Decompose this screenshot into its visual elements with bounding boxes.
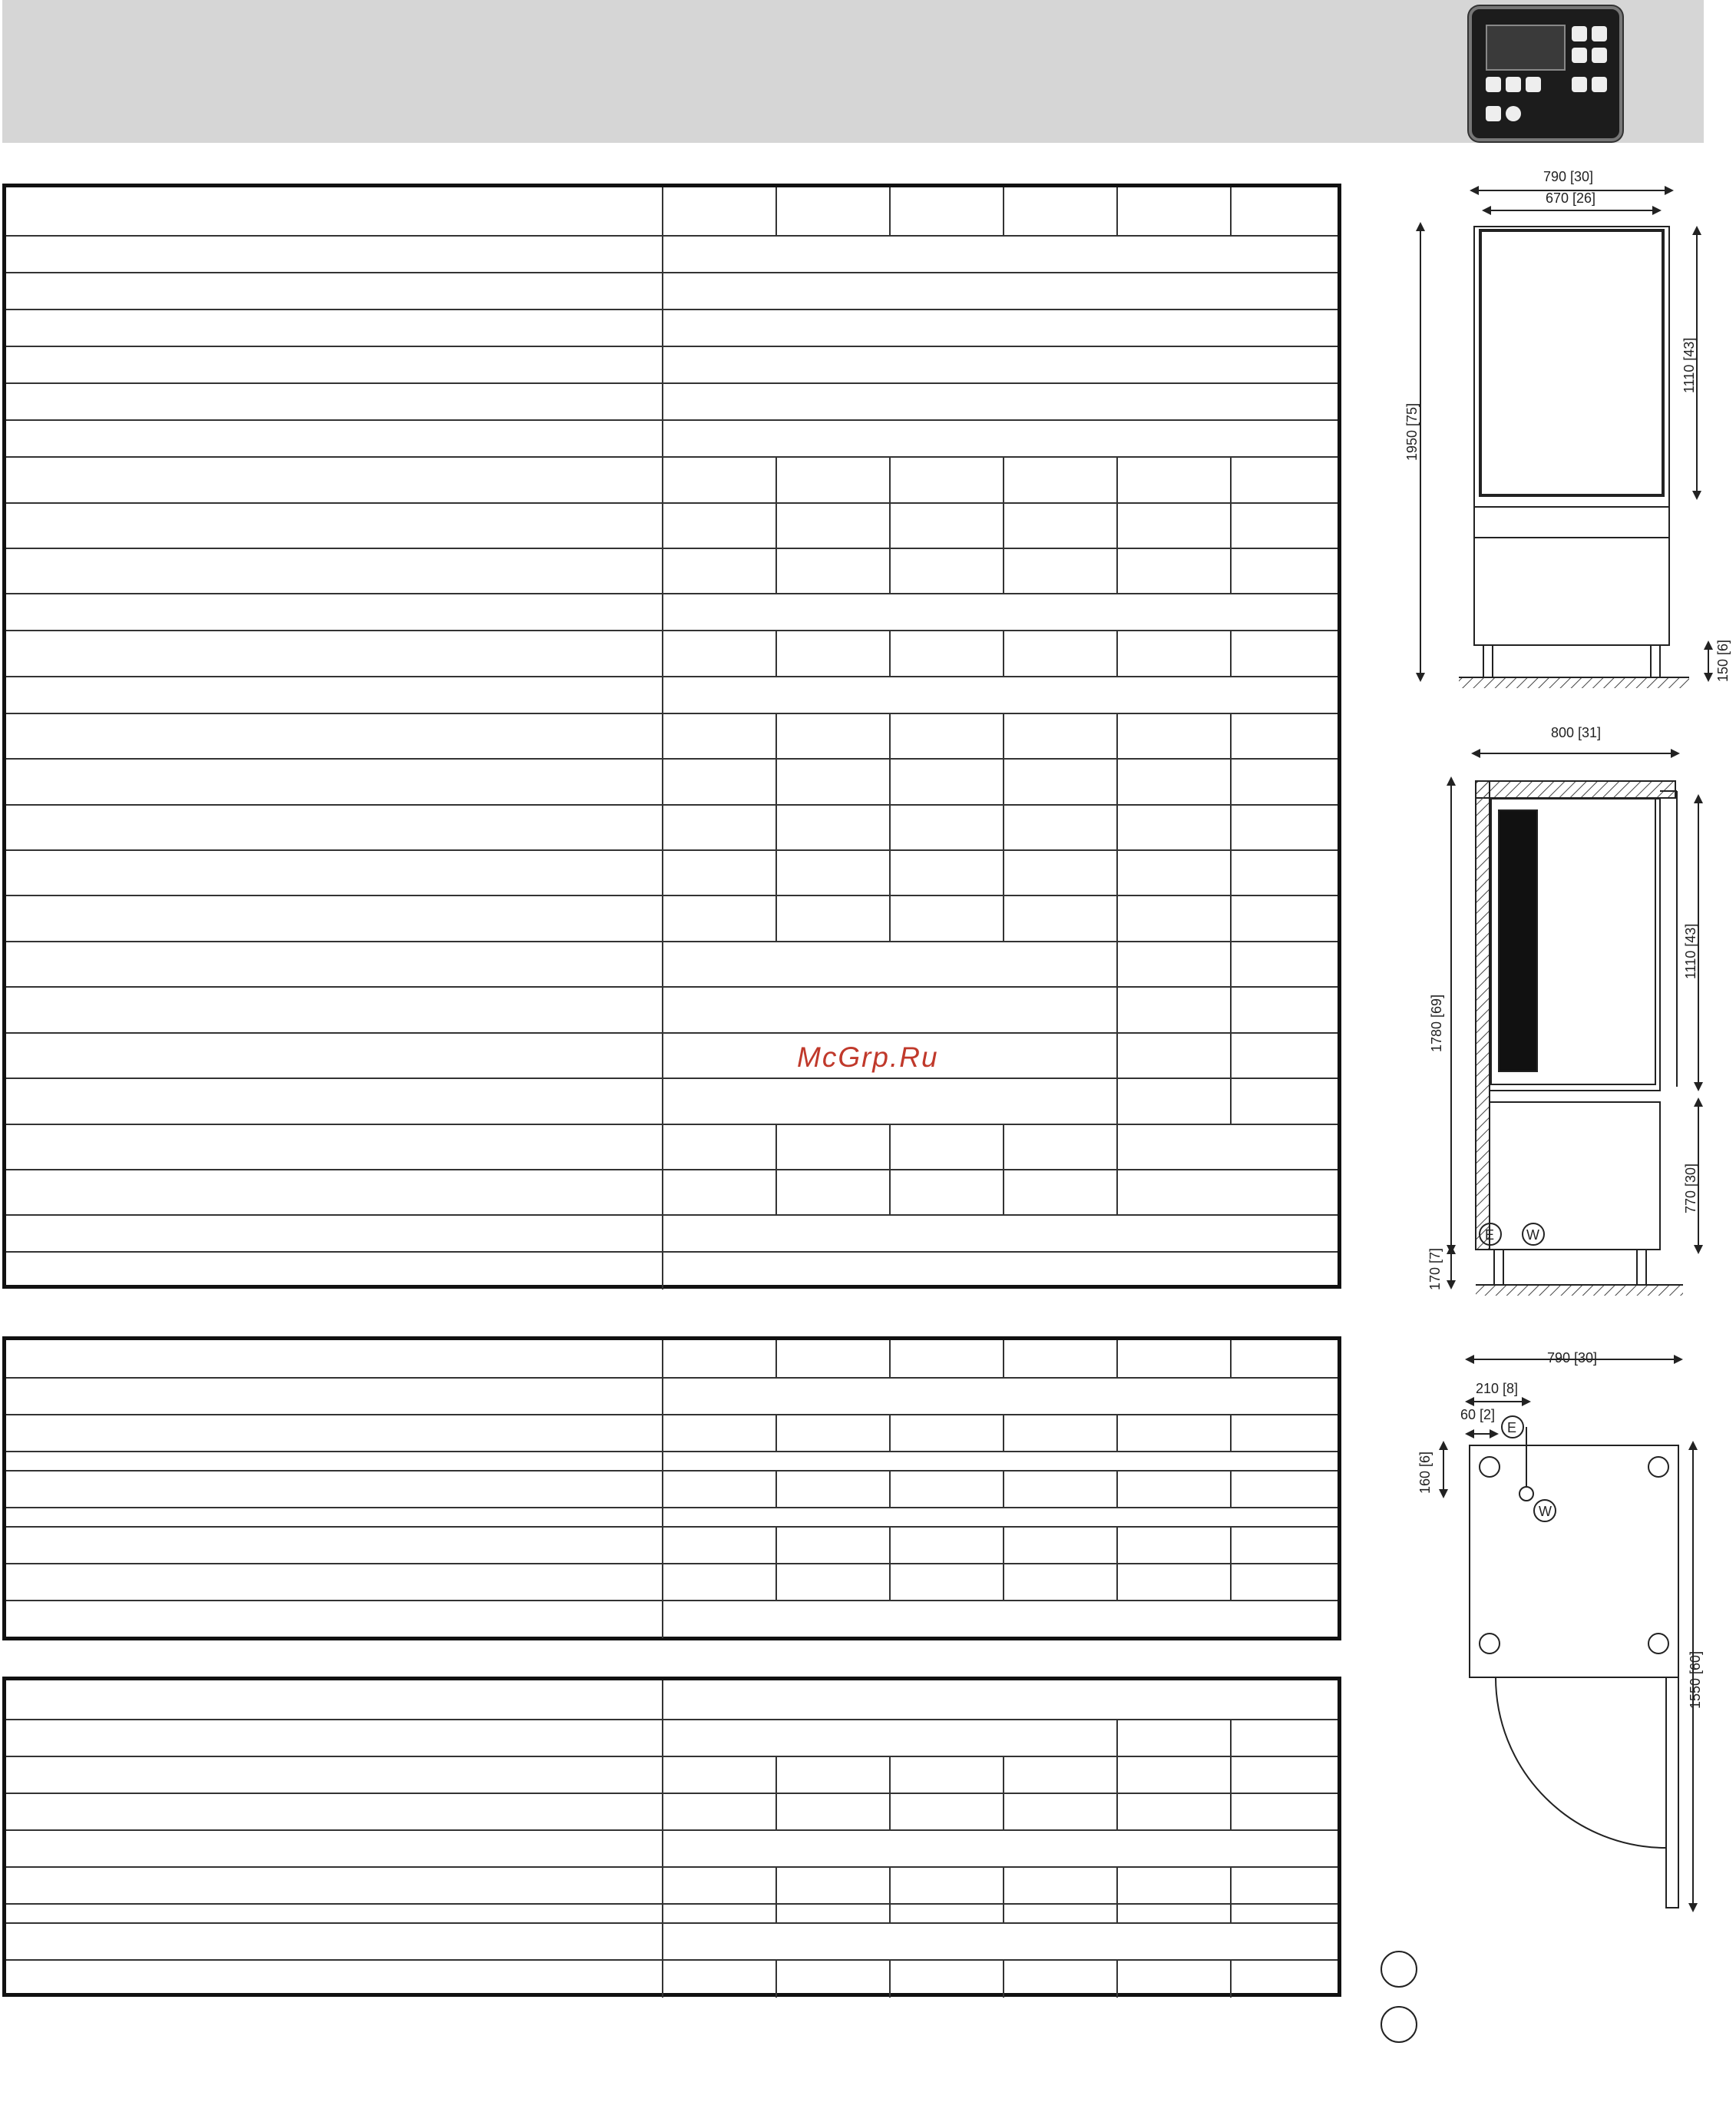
side-height-lower-label: 770 [30] (1683, 1163, 1698, 1213)
side-label-e: E (1485, 1227, 1495, 1243)
front-height-door-label: 1110 [43] (1681, 337, 1697, 393)
top-label-w: W (1539, 1504, 1552, 1519)
front-width-inner-label: 670 [26] (1546, 190, 1596, 206)
front-width-outer-label: 790 [30] (1543, 169, 1594, 184)
watermark: McGrp.Ru (797, 1041, 939, 1073)
side-width-label: 800 [31] (1551, 725, 1602, 740)
side-view-drawing (1451, 753, 1698, 1296)
top-width-label: 790 [30] (1547, 1350, 1598, 1366)
top-view-drawing (1443, 1359, 1693, 1908)
top-offset-a-label: 210 [8] (1476, 1381, 1519, 1396)
side-label-w: W (1526, 1227, 1539, 1243)
side-height-legs-label: 170 [7] (1427, 1247, 1443, 1290)
front-view-drawing (1420, 190, 1708, 688)
front-height-total-label: 1950 [75] (1404, 402, 1420, 461)
top-depth-offset-label: 160 [6] (1417, 1451, 1433, 1494)
side-height-total-label: 1780 [69] (1429, 994, 1444, 1052)
top-offset-b-label: 60 [2] (1460, 1407, 1496, 1422)
top-label-e: E (1507, 1420, 1517, 1435)
front-height-legs-label: 150 [6] (1715, 639, 1731, 682)
side-height-door-label: 1110 [43] (1683, 923, 1698, 979)
legend-circle-icon (1381, 2006, 1417, 2043)
top-depth-total-label: 1550 [60] (1688, 1650, 1703, 1709)
legend-circle-icon (1381, 1951, 1417, 1988)
